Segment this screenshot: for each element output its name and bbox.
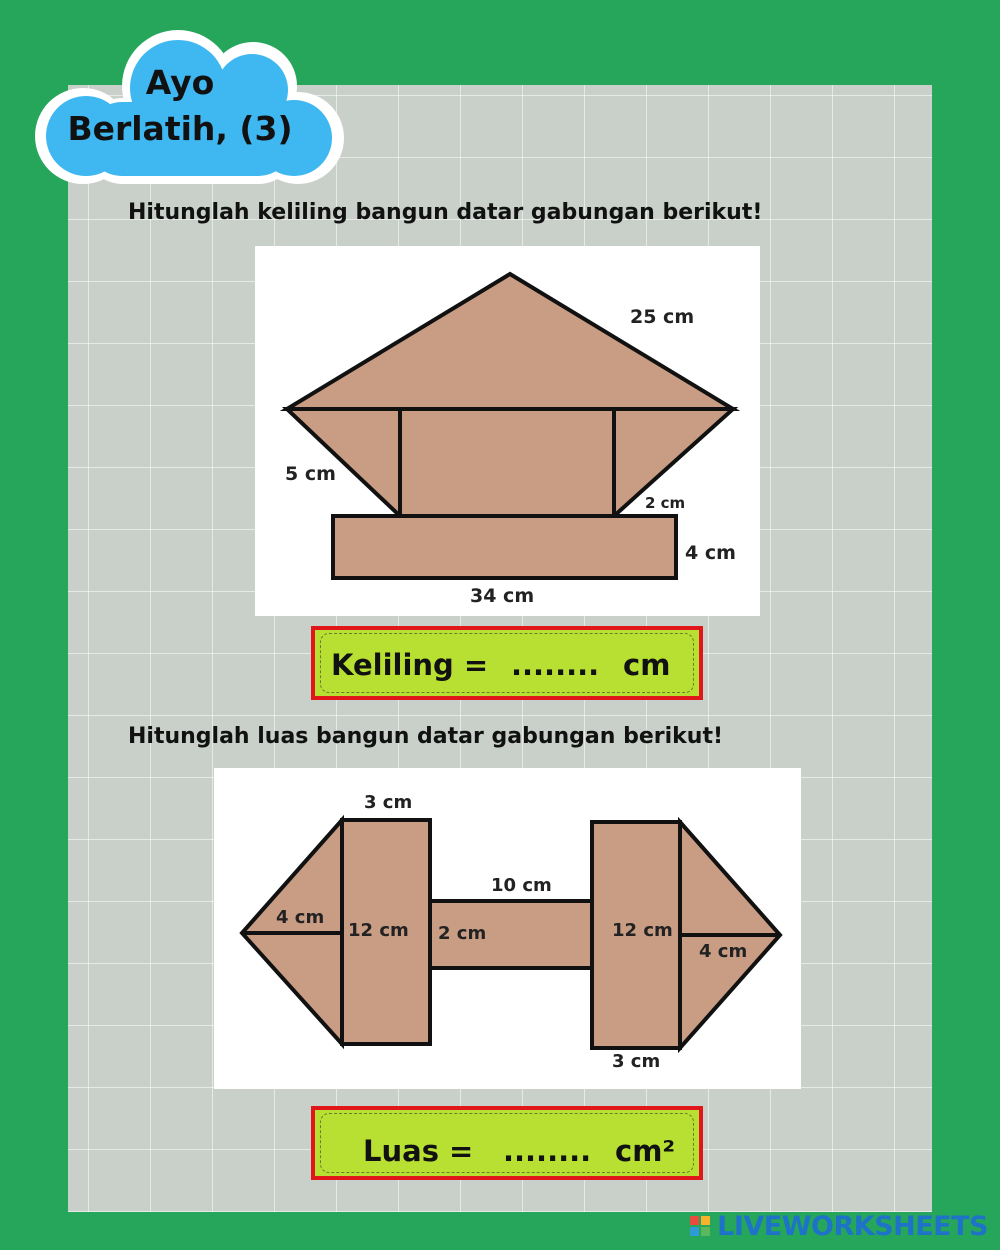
label-left-triangle-height: 4 cm (276, 907, 325, 928)
luas-answer-box[interactable] (311, 1106, 703, 1180)
label-bar-width: 10 cm (491, 875, 552, 896)
title-line-2: Berlatih, (3) (67, 109, 293, 148)
label-base-height: 4 cm (685, 542, 736, 564)
label-slant-top: 25 cm (630, 306, 695, 328)
figure-2-dumbbell (214, 768, 801, 1089)
page-title (60, 60, 300, 152)
brand-watermark: LIVEWORKSHEETS (717, 1211, 988, 1242)
keliling-unit: cm (623, 648, 671, 682)
keliling-label: Keliling = (331, 648, 489, 682)
label-right-triangle-height: 4 cm (699, 941, 748, 962)
middle-rect (400, 409, 614, 516)
roof-triangle (287, 274, 733, 409)
luas-label: Luas = (363, 1134, 474, 1168)
label-right-rect-width: 3 cm (612, 1051, 661, 1072)
liveworksheets-logo-icon (690, 1216, 710, 1236)
label-left-rect-height: 12 cm (348, 920, 409, 941)
label-left-rect-width: 3 cm (364, 792, 413, 813)
title-line-1: Ayo (145, 63, 215, 102)
label-slant-right: 2 cm (645, 494, 686, 512)
keliling-input[interactable]: ........ (511, 648, 600, 682)
label-base-width: 34 cm (470, 585, 535, 607)
label-slant-left: 5 cm (285, 463, 336, 485)
label-bar-height: 2 cm (438, 923, 487, 944)
question-2-instruction: Hitunglah luas bangun datar gabungan berikut! (128, 724, 723, 749)
label-right-rect-height: 12 cm (612, 920, 673, 941)
question-1-instruction: Hitunglah keliling bangun datar gabungan berikut! (128, 200, 763, 225)
base-rect (333, 516, 676, 578)
figure-1-house (255, 246, 760, 616)
luas-unit: cm² (615, 1134, 676, 1168)
luas-input[interactable]: ........ (503, 1134, 592, 1168)
keliling-answer-box[interactable] (311, 626, 703, 700)
